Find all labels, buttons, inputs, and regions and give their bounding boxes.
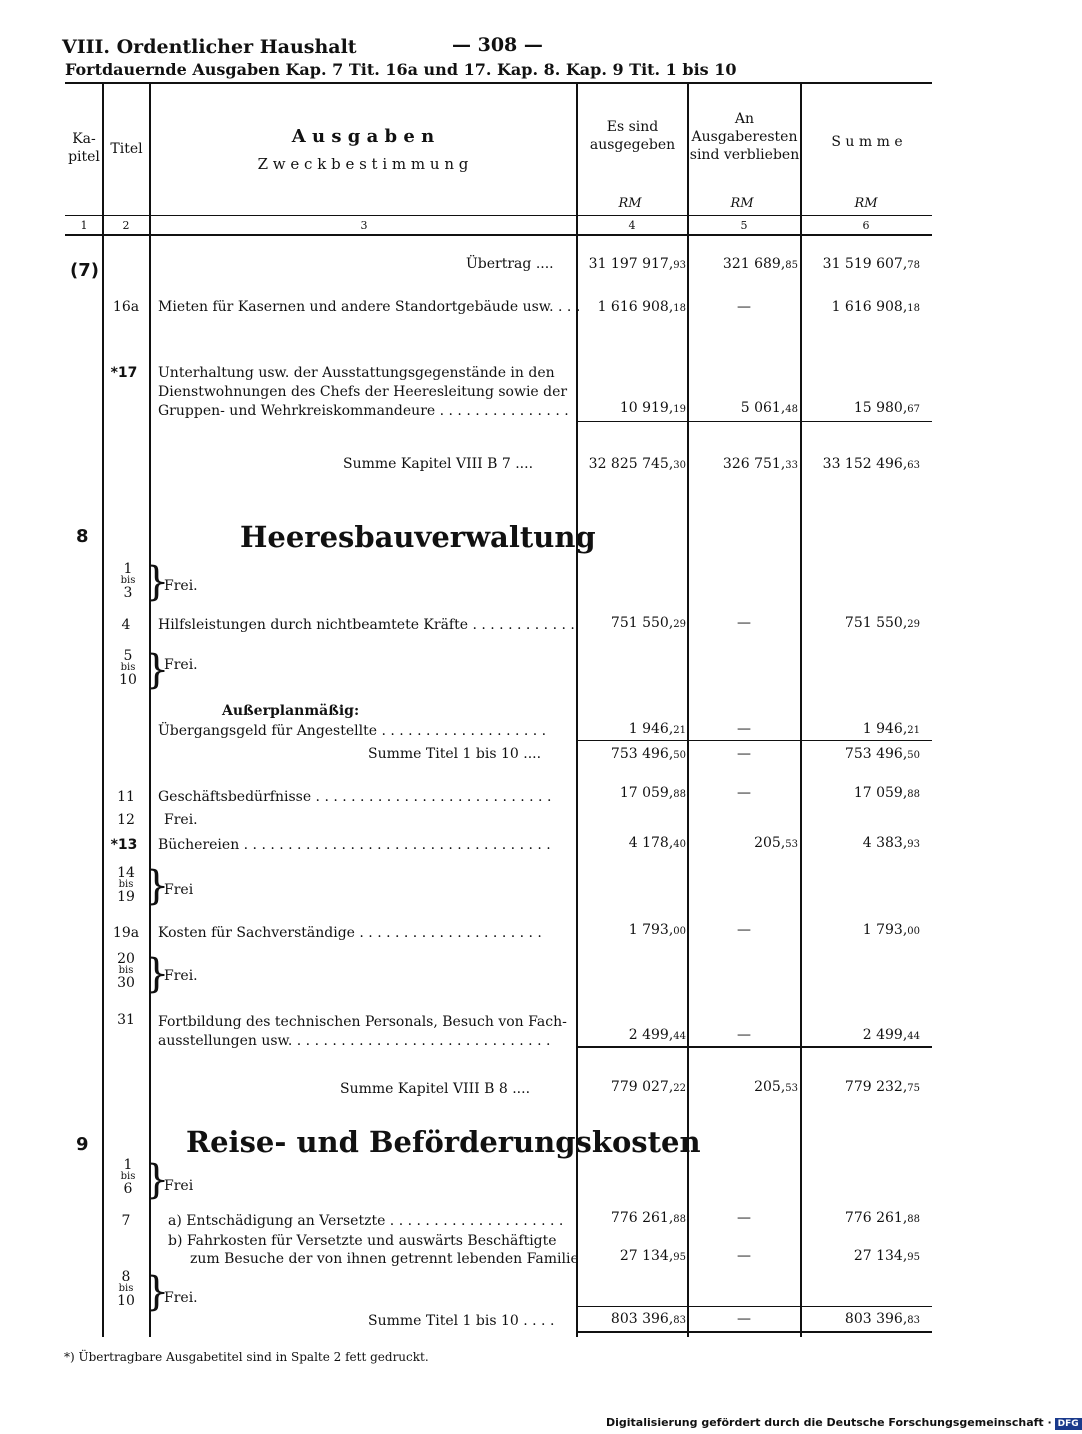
titel-16a-summe: 1 616 908,18 — [831, 299, 920, 315]
kap8-summe-reste: 205,53 — [754, 1079, 798, 1095]
titel-17-text-2: Dienstwohnungen des Chefs der Heeresleitung sowie der — [158, 384, 568, 400]
colnum-4: 4 — [628, 219, 636, 232]
uebertrag-reste: 321 689,85 — [722, 256, 798, 272]
titel-4-ausgegeben: 751 550,29 — [610, 615, 686, 631]
titel-31-reste: — — [737, 1027, 751, 1043]
kap8-sum-rule — [576, 1046, 932, 1048]
titel-7b-summe: 27 134,95 — [853, 1248, 920, 1264]
titel-31-text-2: ausstellungen usw. . . . . . . . . . . . . . . . . . . . . . . . . . . . . . — [158, 1033, 551, 1049]
titel-16a-ausgegeben: 1 616 908,18 — [597, 299, 686, 315]
kap7-summe-label: Summe Kapitel VIII B 7 .... — [343, 456, 534, 472]
titel-17-ausgegeben: 10 919,19 — [619, 400, 686, 416]
dfg-logo: DFG — [1055, 1418, 1082, 1430]
kap7-summe-ausgegeben: 32 825 745,30 — [588, 456, 686, 472]
kapitel-7: (7) — [70, 260, 99, 281]
titel-16a: 16a — [112, 299, 140, 315]
titel-19a-text: Kosten für Sachverständige . . . . . . . . . . . . . . . . . . . . . — [158, 925, 542, 941]
colnum-6: 6 — [862, 219, 870, 232]
titel-7b-text-2: zum Besuche der von ihnen getrennt lebenden Familie — [190, 1251, 579, 1267]
kap7-summe-summe: 33 152 496,63 — [822, 456, 920, 472]
brace-20-30: } — [144, 951, 170, 997]
titel-4-text: Hilfsleistungen durch nichtbeamtete Kräfte . . . . . . . . . . . . — [158, 617, 575, 633]
titel-4: 4 — [121, 617, 131, 633]
titel-11-ausgegeben: 17 059,88 — [619, 785, 686, 801]
titel-11-summe: 17 059,88 — [853, 785, 920, 801]
kap9-bottom-rule — [576, 1331, 932, 1333]
uebergangsgeld-reste: — — [737, 721, 751, 737]
col-ausgaben-header: A u s g a b e n — [291, 126, 435, 147]
colnum-2: 2 — [122, 219, 130, 232]
uebergangsgeld-summe: 1 946,21 — [862, 721, 920, 737]
titel-13-summe: 4 383,93 — [862, 835, 920, 851]
titel-7b-text-1: b) Fahrkosten für Versetzte und auswärts Beschäftigte — [168, 1233, 557, 1249]
kap9-summe-summe: 803 396,83 — [844, 1311, 920, 1327]
col-zweck-header: Z w e c k b e s t i m m u n g — [257, 155, 469, 173]
titel-11: 11 — [117, 789, 135, 805]
kap8-summe-ausgegeben: 779 027,22 — [610, 1079, 686, 1095]
kap8-summe-summe: 779 232,75 — [844, 1079, 920, 1095]
kap9-sum-rule — [576, 1306, 932, 1307]
col-kapitel-header: Ka- pitel — [68, 131, 100, 165]
kap8-summe-1-10-reste: — — [737, 746, 751, 762]
brace-9-1-6: } — [144, 1157, 170, 1203]
kapitel-8: 8 — [76, 526, 89, 547]
section-heading: VIII. Ordentlicher Haushalt — [62, 36, 357, 58]
titel-19a-ausgegeben: 1 793,00 — [628, 922, 686, 938]
kap8-summe-1-10-ausgegeben: 753 496,50 — [610, 746, 686, 762]
titel-17-text-3: Gruppen- und Wehrkreiskommandeure . . . . . . . . . . . . . . . — [158, 403, 569, 419]
page-number: — 308 — — [452, 34, 543, 56]
kap8-summe-1-10-summe: 753 496,50 — [844, 746, 920, 762]
titel-7a-text: a) Entschädigung an Versetzte . . . . . . . . . . . . . . . . . . . . — [168, 1213, 564, 1229]
colnum-3: 3 — [360, 219, 368, 232]
kapitel-9: 9 — [76, 1134, 89, 1155]
titel-range-1-3: 1 bis 3 — [120, 561, 136, 601]
titel-range-20-30-text: Frei. — [164, 968, 198, 984]
titel-11-reste: — — [737, 785, 751, 801]
uebertrag-ausgegeben: 31 197 917,93 — [588, 256, 686, 272]
dfg-note: Digitalisierung gefördert durch die Deutsche Forschungsgemeinschaft · DFG — [606, 1416, 1082, 1430]
titel-7a-reste: — — [737, 1210, 751, 1226]
ausserplanmaessig-label: Außerplanmäßig: — [222, 703, 360, 719]
titel-12: 12 — [117, 812, 135, 828]
titel-12-text: Frei. — [164, 812, 198, 828]
titel-31-ausgegeben: 2 499,44 — [628, 1027, 686, 1043]
titel-31: 31 — [117, 1012, 135, 1028]
titel-17: *17 — [110, 365, 138, 381]
colnum-1: 1 — [80, 219, 88, 232]
titel-7b-reste: — — [737, 1248, 751, 1264]
kap8-summe-1-10-label: Summe Titel 1 bis 10 .... — [368, 746, 542, 762]
brace-5-10: } — [144, 647, 170, 693]
uebergangsgeld-text: Übergangsgeld für Angestellte . . . . . . . . . . . . . . . . . . . — [158, 723, 547, 739]
titel-range-9-1-6-text: Frei — [164, 1178, 194, 1194]
col-ausgegeben-header: Es sind ausgegeben — [589, 119, 676, 153]
titel-13-text: Büchereien . . . . . . . . . . . . . . . . . . . . . . . . . . . . . . . . . . . — [158, 837, 551, 853]
titel-4-reste: — — [737, 615, 751, 631]
kapitel-8-title: Heeresbauverwaltung — [240, 520, 596, 554]
kap8-sub-rule — [576, 740, 932, 741]
titel-range-9-1-6: 1 bis 6 — [120, 1157, 136, 1197]
titel-31-text-1: Fortbildung des technischen Personals, Besuch von Fach- — [158, 1014, 567, 1030]
uebergangsgeld-ausgegeben: 1 946,21 — [628, 721, 686, 737]
titel-17-reste: 5 061,48 — [740, 400, 798, 416]
titel-17-text-1: Unterhaltung usw. der Ausstattungsgegenstände in den — [158, 365, 555, 381]
titel-19a: 19a — [112, 925, 140, 941]
titel-4-summe: 751 550,29 — [844, 615, 920, 631]
col-titel-header: Titel — [110, 141, 143, 157]
kap9-summe-ausgegeben: 803 396,83 — [610, 1311, 686, 1327]
kap9-summe-reste: — — [737, 1311, 751, 1327]
unit-rm-5: RM — [730, 196, 754, 211]
titel-range-5-10: 5 bis 10 — [119, 648, 137, 688]
titel-7a-summe: 776 261,88 — [844, 1210, 920, 1226]
titel-19a-summe: 1 793,00 — [862, 922, 920, 938]
kap8-summe-label: Summe Kapitel VIII B 8 .... — [340, 1081, 531, 1097]
kap7-sum-rule — [576, 421, 932, 422]
titel-31-summe: 2 499,44 — [862, 1027, 920, 1043]
col-divider-2 — [149, 82, 151, 1337]
titel-13-ausgegeben: 4 178,40 — [628, 835, 686, 851]
titel-13: *13 — [110, 837, 138, 853]
titel-range-14-19-text: Frei — [164, 882, 194, 898]
brace-1-3: } — [144, 559, 170, 605]
uebertrag-label: Übertrag .... — [466, 256, 554, 272]
titel-range-9-8-10: 8 bis 10 — [117, 1269, 135, 1309]
kap7-summe-reste: 326 751,33 — [722, 456, 798, 472]
brace-9-8-10: } — [144, 1269, 170, 1315]
col-summe-header: S u m m e — [831, 134, 903, 150]
titel-16a-text: Mieten für Kasernen und andere Standortgebäude usw. . . . — [158, 299, 581, 315]
titel-13-reste: 205,53 — [754, 835, 798, 851]
titel-17-summe: 15 980,67 — [853, 400, 920, 416]
titel-19a-reste: — — [737, 922, 751, 938]
unit-rm-4: RM — [618, 196, 642, 211]
brace-14-19: } — [144, 863, 170, 909]
kap9-summe-label: Summe Titel 1 bis 10 . . . . — [368, 1313, 555, 1329]
titel-range-1-3-text: Frei. — [164, 578, 198, 594]
titel-7a-ausgegeben: 776 261,88 — [610, 1210, 686, 1226]
col-divider-1 — [102, 82, 104, 1337]
unit-rm-6: RM — [854, 196, 878, 211]
col-ausgabereste-header: An Ausgaberesten sind verblieben — [689, 111, 800, 163]
titel-16a-reste: — — [737, 299, 751, 315]
titel-range-5-10-text: Frei. — [164, 657, 198, 673]
uebertrag-summe: 31 519 607,78 — [822, 256, 920, 272]
titel-11-text: Geschäftsbedürfnisse . . . . . . . . . . . . . . . . . . . . . . . . . . . — [158, 789, 552, 805]
kapitel-9-title: Reise- und Beförderungskosten — [186, 1125, 701, 1159]
col-divider-5 — [800, 82, 802, 1337]
colnum-5: 5 — [740, 219, 748, 232]
titel-7b-ausgegeben: 27 134,95 — [619, 1248, 686, 1264]
titel-range-20-30: 20 bis 30 — [117, 951, 135, 991]
page-subtitle: Fortdauernde Ausgaben Kap. 7 Tit. 16a und 17. Kap. 8. Kap. 9 Tit. 1 bis 10 — [65, 60, 737, 79]
titel-range-14-19: 14 bis 19 — [117, 865, 135, 905]
footnote: *) Übertragbare Ausgabetitel sind in Spalte 2 fett gedruckt. — [64, 1350, 429, 1364]
titel-7: 7 — [121, 1213, 131, 1229]
titel-range-9-8-10-text: Frei. — [164, 1290, 198, 1306]
